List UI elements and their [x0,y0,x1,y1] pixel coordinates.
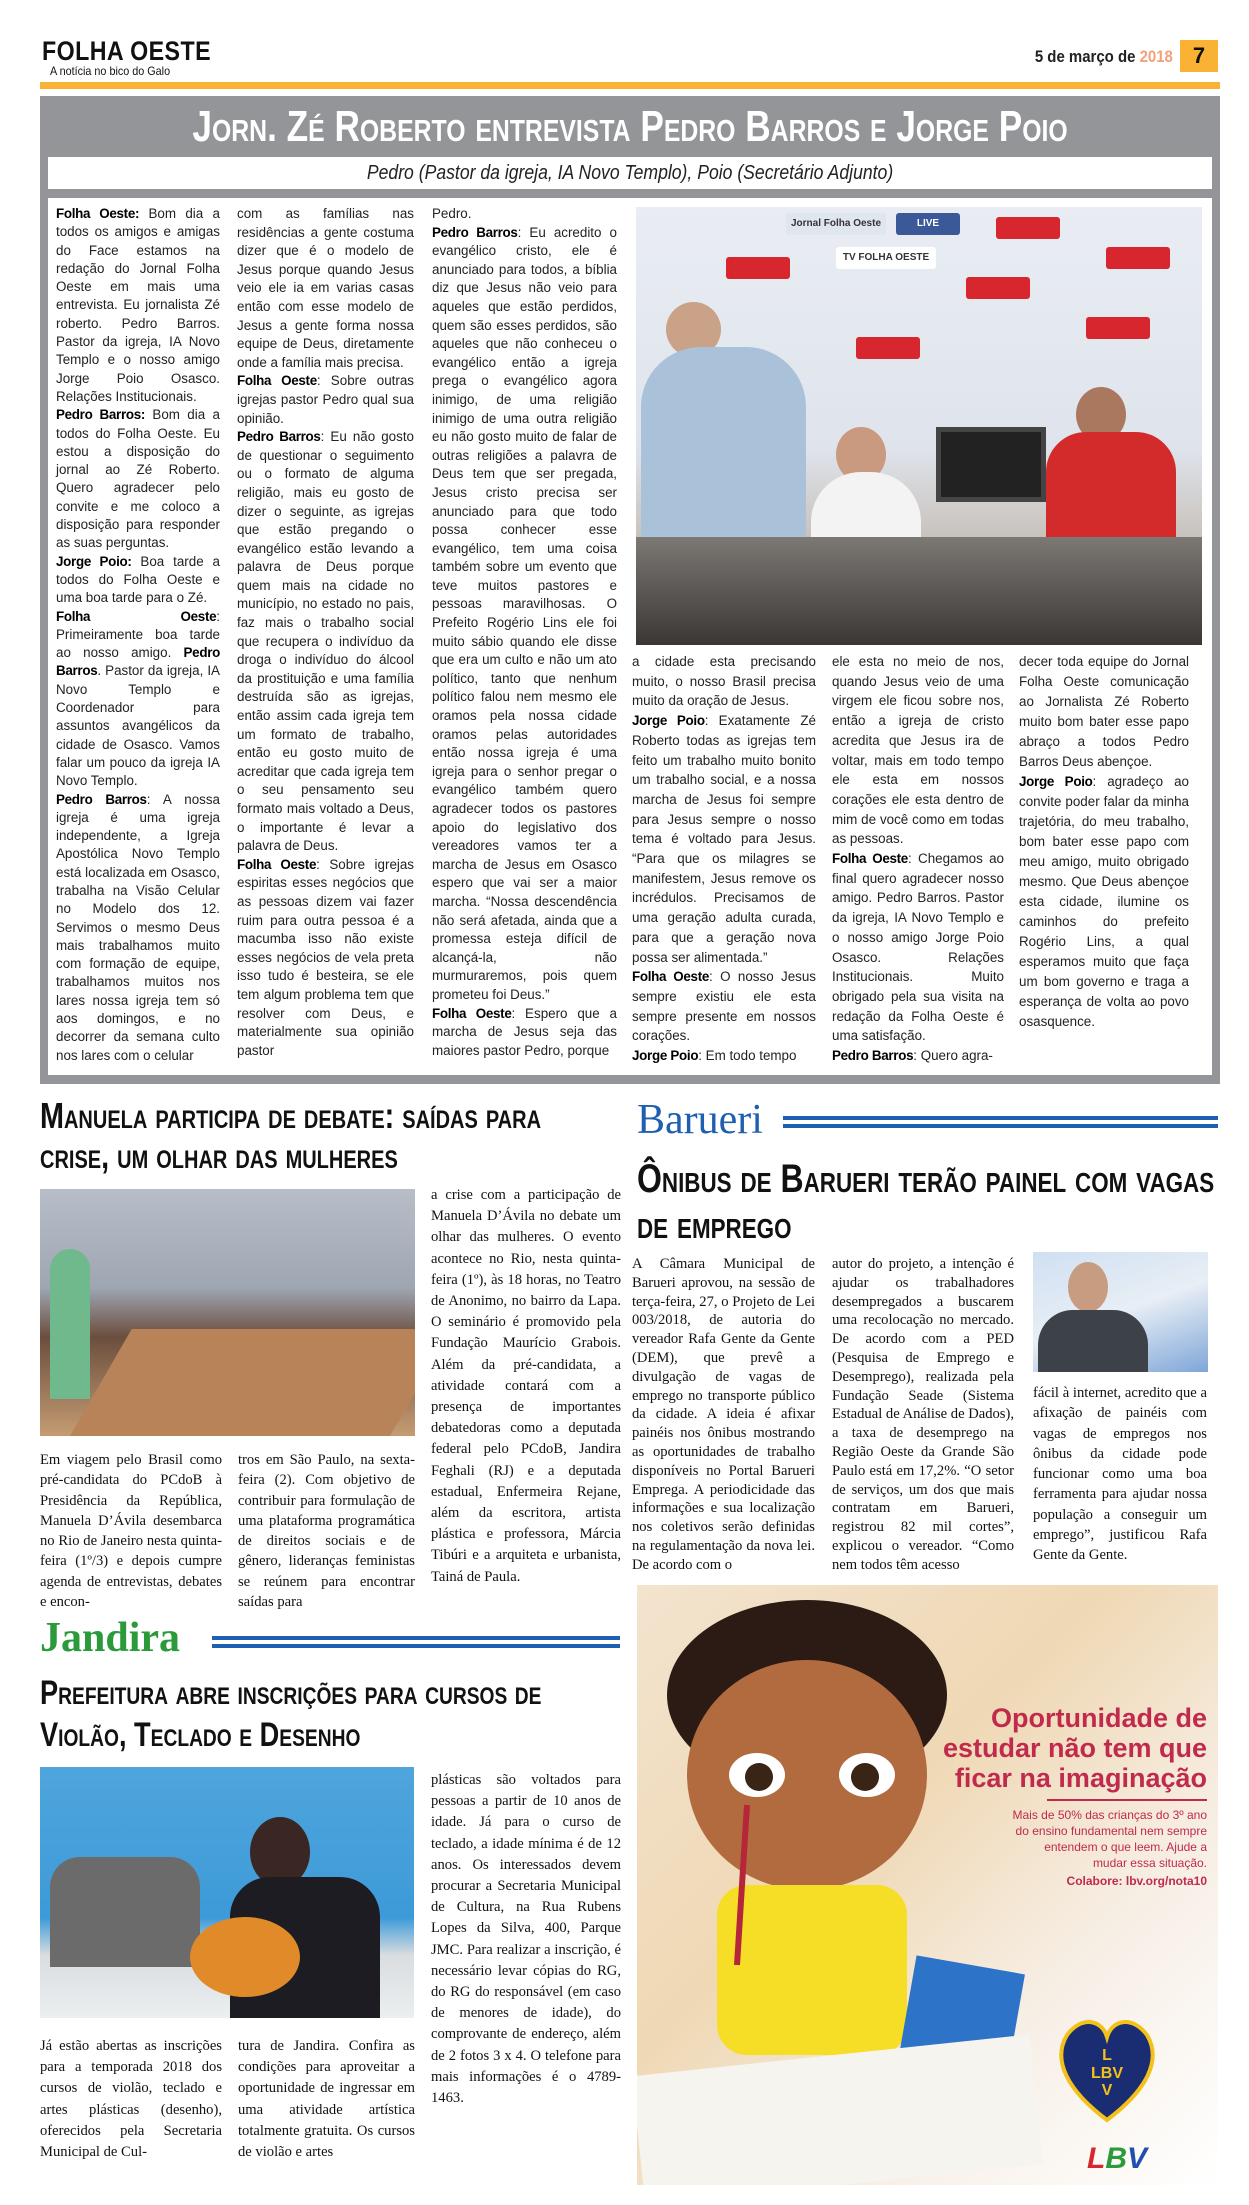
interview-paragraph [432,224,617,1005]
barueri-column-1: A Câmara Municipal de Barueri aprovou, na sessão de terça-feira, 27, o Projeto de Lei 003/2018, de autoria do vereador Rafa Gente da Gente (DEM), que prevê a divulgação de vagas de emprego no transporte público da cidade. A ideia é afixar painéis nos ônibus mostrando as oportunidades de trabalho disponíveis no Portal Barueri Emprega. A periodicidade das informações e sua localização nos coletivos serão definidas na regulamentação da nova lei. De acordo com o [632,1256,815,1573]
speaker-label: Folha Oeste [237,856,317,872]
speaker-label: Jorge Poio [632,1048,699,1064]
ad-cta: Colabore: lbv.org/nota10 [1066,1874,1207,1888]
page-number: 7 [1180,40,1218,72]
barueri-column-2: autor do projeto, a intenção é ajudar os trabalhadores desempregados a buscarem uma recolocação no mercado. De acordo com a PED (Pesquisa de Emprego e Desemprego), realizada pela Fundação Seade (Sistema Estadual de Análise de Dados), a taxa de desemprego na Região Oeste da Grande São Paulo está em 17,2%. “O setor de serviços, um dos que mais contratam em Barueri, registrou 82 mil cortes”, explicou o vereador. “Como nem todos têm acesso [832,1256,1014,1573]
banner-logo: Jornal Folha Oeste [786,213,886,235]
interview-paragraph [56,791,220,1065]
live-badge: LIVE [896,213,960,235]
lbv-logo-l: L [1087,2142,1106,2175]
paragraph-text: Bom dia a todos do Folha Oeste. Eu estou a disposição do jornal ao Zé Roberto. Quero agradecer pelo convite e me coloco a disposição para responder as suas perguntas. [56,407,220,551]
manuela-column-1: Em viagem pelo Brasil como pré-candidata do PCdoB à Presidência da República, Manuela D’Ávila desembarca no Rio de Janeiro nesta quinta-feira (1º/3) e depois cumpre agenda de entrevistas, debates e encon- [40,1452,222,1611]
paragraph-text: : Quero agra- [913,1048,993,1064]
paragraph-text: : agradeço ao convite poder falar da minha trajetória, do meu trabalho, bom bater esse papo com meu amigo, muito obrigado mesmo. Que Deus abençoe esta cidade, ilumine os caminhos do prefeito Rogério Lins, a qual esperamos muito que faça um bom governo e traga a esperança de volta ao povo osasquence. [1019,774,1189,1029]
interview-paragraph [1019,772,1189,1032]
manuela-column-3: a crise com a participação de Manuela D’Ávila no debate um olhar das mulheres. O evento acontece no Rio, nesta quinta-feira (1º), às 18 horas, no Teatro de Anonimo, no bairro da Lapa. O seminário é promovido pela Fundação Maurício Grabois. Além da pré-candidata, a atividade contará com a presença de importantes debatedoras como a deputada federal pelo PCdoB, Jandira Feghali (RJ) e a deputada estadual, Enfermeira Rejane, além da escritora, artista plástica e professora, Márcia Tibúri e a arquiteta e urbanista, Tainá de Paula. [431,1187,621,1585]
live-badge-4 [1106,247,1170,269]
interview-paragraph [832,1046,1004,1066]
lbv-seal-icon [1061,2022,1152,2120]
section-rule [783,1116,1218,1128]
interview-column [56,205,220,1065]
speaker-label: Pedro Barros [432,224,518,240]
ad-divider [1047,1799,1207,1801]
barueri-headline: Ônibus de Barueri terão painel com vagas de emprego [637,1157,1215,1247]
section-label-barueri: Barueri [637,1097,763,1143]
lbv-logo-b: B [1105,2142,1127,2175]
paragraph-text: : Espero que a marcha de Jesus seja das maiores pastor Pedro, porque [432,1005,617,1058]
jandira-column-3: plásticas são voltados para pessoas a partir de 10 anos de idade. Já para o curso de teclado, a idade mínima é de 12 anos. Os interessados devem procurar a Secretaria Municipal de Cultura, na Rua Rubens Lopes da Silva, 400, Parque JMC. Para realizar a inscrição, é necessário levar cópias do RG, do RG do responsável (em caso de menores de idade), do comprovante de endereço, além de 2 fotos 3 x 4. O telefone para mais informações é o 4789-1463. [431,1772,621,2107]
speaker-label: Pedro Barros [56,645,220,679]
interview-column [1019,652,1189,1032]
newspaper-logo: FOLHA OESTE [42,36,212,66]
interview-paragraph [1019,652,1189,772]
interview-paragraph [56,608,220,791]
interview-paragraph [237,856,414,1061]
jandira-photo [40,1767,414,2018]
interview-subtitle-text: Pedro (Pastor da igreja, IA Novo Templo), Poio (Secretário Adjunto) [366,162,894,184]
live-badge-7 [1086,317,1150,339]
paragraph-text: com as famílias nas residências a gente costuma dizer que é o modelo de Jesus porque quando Jesus veio ele ia em varias casas então com esse modelo de Jesus a gente forma nossa equipe de Deus, diretamente onde a família mais precisa. [237,206,414,370]
paragraph-text: Boa tarde a todos do Folha Oeste e uma boa tarde para o Zé. [56,553,220,606]
students-group [50,1857,200,1967]
studio-floor [636,537,1202,645]
live-badge-2 [996,217,1060,239]
header-divider [40,82,1220,89]
live-badge-5 [726,257,790,279]
manuela-headline: Manuela participa de debate: saídas para crise, um olhar das mulheres [40,1095,542,1176]
svg-text:V: V [1101,2082,1113,2099]
interview-paragraph [237,428,414,856]
interview-paragraph [832,849,1004,1046]
paragraph-text: : O nosso Jesus sempre existiu ele esta sempre presente em nossos corações. [632,969,817,1044]
speaker-table [68,1329,415,1436]
speaker-label: Jorge Poio [632,713,705,729]
paragraph-text: Pedro. [432,206,472,221]
paragraph-text: : Chegamos ao final quero agradecer nosso amigo. Pedro Barros. Pastor da igreja, IA Novo Templo e o nosso amigo Jorge Poio Osasco. Relações Institucionais. Muito obrigado pela sua visita na redação da Folha Oeste é uma satisfação. [832,851,1005,1044]
interview-paragraph [632,1046,816,1066]
section-rule [212,1636,620,1648]
councilor-head [1068,1262,1108,1312]
interview-paragraph [632,711,816,967]
speaker-label: Pedro Barros [832,1048,914,1064]
paragraph-text: ele esta no meio de nos, quando Jesus veio de uma virgem ele ficou sobre nos, então a igreja de cristo acredita que Jesus ira de voltar, mais em todo tempo ele esta em nossos corações ele esta dentro de mim de você como em todas as pessoas. [832,654,1004,847]
paragraph-text: : Eu não gosto de questionar o seguimento ou o formato de alguma religião, mais eu gosto de dizer o seguinte, as igrejas que estão pregando o evangélico estão levando a palavra de Deus porque quem mais na cidade no município, no estado no pais, faz mais o trabalho social que recupera o indivíduo da droga o indivíduo do álcool da prostituição e uma família destruída são as igrejas, então assim cada igreja tem um formato de trabalho, então eu gosto muito de acreditar que cada igreja tem o seu pensamento seu formato mais voltado a Deus, o importante é levar a palavra de Deus. [237,429,414,854]
section-label-jandira: Jandira [40,1615,181,1661]
interview-paragraph [56,406,220,552]
date-text: 5 de março de [1034,47,1140,66]
paragraph-text: : Exatamente Zé Roberto todas as igrejas tem feito um trabalho muito bonito um trabalho social, e a nossa marcha de Jesus foi sempre para Jesus sempre o nosso tema é voltado para Jesus. “Para que os milagres se manifestem, Jesus remove os incrédulos. Precisamos de uma geração adulta curada, para que a geração nova possa ser alimentada.” [632,713,816,965]
speaker-label: Folha Oeste [237,373,317,389]
interview-title-text: Jorn. Zé Roberto entrevista Pedro Barros e Jorge Poio [192,102,1068,151]
live-badge-3 [966,277,1030,299]
paragraph-text: decer toda equipe do Jornal Folha Oeste comunicação ao Jornalista Zé Roberto muito bom bater esse papo abraço a todos Pedro Barros Deus abençoe. [1019,654,1189,769]
interview-paragraph [237,372,414,428]
interview-paragraph [632,652,816,711]
speaker-label: Folha Oeste [56,608,217,624]
interview-photo [636,207,1202,645]
banner-tv: TV FOLHA OESTE [836,247,936,269]
lbv-advertisement [637,1585,1218,2185]
lbv-logo-v: V [1127,2142,1148,2175]
speaker-label: Jorge Poio: [56,553,132,569]
speaker-label: Folha Oeste [832,851,908,867]
interview-paragraph [632,967,816,1046]
jandira-column-1: Já estão abertas as inscrições para a temporada 2018 dos cursos de violão, teclado e artes plásticas (desenho), oferecidos pela Secretaria Municipal de Cul- [40,2038,222,2161]
guitar [190,1917,300,1997]
jandira-column-2: tura de Jandira. Confira as condições para aproveitar a oportunidade de ingressar em uma atividade artística totalmente gratuita. Os cursos de violão e artes [238,2038,415,2161]
speaker-label: Pedro Barros: [56,407,146,423]
speaker-label: Jorge Poio [1019,774,1093,789]
speaker-label: Folha Oeste: [56,206,140,221]
barueri-column-3: fácil à internet, acredito que a afixação de painéis com vagas de empregos nos ônibus da cidade pode funcionar como uma boa ferramenta para ajudar nossa população a conseguir um emprego”, justificou Rafa Gente da Gente. [1033,1385,1207,1564]
interview-paragraph [237,205,414,372]
paragraph-text: a cidade esta precisando muito, o nosso Brasil precisa muito da oração de Jesus. [632,654,816,709]
paragraph-text: : Eu acredito o evangélico cristo, ele é anunciado para todos, a bíblia diz que Jesus não veio para aqueles que estão perdidos, quem são esses perdidos, são aqueles que não conheceu o evangélico então a igreja prega o evangélico agora inimigo, de uma religião inimigo de uma outra religião eu não gosto muito de falar de outras religiões a palavra de Deus tem que ser pregada, Jesus cristo precisa ser anunciado para que todo possa conhecer esse evangélico, tem uma coisa também sobre um evento que teve muitos pastores e pessoas maravilhosas. O Prefeito Rogério Lins ele foi muito sábio quando ele disse que era um culto e não um ato político, tanto que nenhum político falou nem mesmo ele oramos pela nossa cidade oramos pelas autoridades então nossa igreja é uma igreja para o senhor pregar o evangélico também quero agradecer todos os pastores apoio do legislativo dos vereadores vamos ter a marcha de Jesus em Osasco espero que vai ser a maior marcha. “Nossa descendência não será afetada, ainda que a promessa esteja difícil de alcançá-la, não murmuraremos, pois quem prometeu foi Deus.” [432,224,617,1002]
manuela-photo [40,1189,415,1436]
interview-paragraph [56,205,220,406]
speaker-label: Folha Oeste [632,969,710,985]
paragraph-text: Bom dia a todos os amigos e amigas do Face estamos na redação do Jornal Folha Oeste em mais uma entrevista. Eu jornalista Zé roberto. Pedro Barros. Pastor da igreja, IA Novo Templo e o nosso amigo Jorge Poio Osasco. Relações Institucionais. [56,206,220,404]
interview-headline [40,100,1220,154]
lbv-logo [1087,2143,1147,2175]
paragraph-text: : Primeiramente boa tarde ao nosso amigo. [56,608,220,661]
date-year: 2018 [1139,47,1173,66]
speaker-label: Pedro Barros [56,791,147,807]
barueri-photo [1033,1252,1208,1372]
speaker-label: Folha Oeste [432,1005,512,1021]
manuela-column-2: tros em São Paulo, na sexta-feira (2). Com objetivo de contribuir para formulação de uma plataforma programática de direitos sociais e de gênero, lideranças feministas se reúnem para encontrar saídas para [238,1452,415,1611]
interview-column [832,652,1004,1066]
paragraph-text: : Em todo tempo [698,1048,797,1064]
svg-text:LBV: LBV [1091,2065,1123,2082]
jandira-headline: Prefeitura abre inscrições para cursos de Violão, Teclado e Desenho [40,1674,542,1754]
interview-paragraph [832,652,1004,849]
child-shirt [717,1885,907,2055]
issue-date [1035,47,1173,67]
paragraph-text: : A nossa igreja é uma igreja independente, a Igreja Apostólica Novo Templo está localizada em Osasco, trabalha na Visão Celular no Modelo dos 12. Servimos o mesmo Deus mais trabalhamos muito com formação de equipe, trabalhamos muitos nos lares nossa igreja tem só aos domingos, e no decorrer da semana culto nos lares com o celular [56,791,220,1063]
interview-column [632,652,816,1066]
live-badge-6 [856,337,920,359]
interview-column [432,205,617,1060]
interview-subtitle [48,157,1212,189]
newspaper-tagline: A notícia no bico do Galo [50,64,171,78]
councilor-suit [1038,1310,1148,1372]
paragraph-text: . Pastor da igreja, IA Novo Templo e Coordenador para assuntos avangélicos da cidade de Osasco. Vamos falar um pouco da igreja IA Novo Templo. [56,663,220,789]
interview-paragraph [432,1005,617,1061]
laptop [936,427,1046,502]
svg-text:L: L [1102,2047,1112,2064]
ad-copy [937,1703,1207,1889]
interview-paragraph [56,553,220,608]
interview-paragraph [432,205,617,224]
interview-column [237,205,414,1060]
speaker-figure [50,1249,90,1399]
ad-headline: Oportunidade de estudar não tem que ficar na imaginação [942,1703,1207,1793]
ad-body: Mais de 50% das crianças do 3º ano do ensino fundamental nem sempre entendem o que leem. Ajude a mudar essa situação. [1012,1808,1207,1870]
paragraph-text: : Sobre outras igrejas pastor Pedro qual sua opinião. [237,373,414,426]
paragraph-text: : Sobre igrejas espiritas esses negócios que as pessoas dizem vai fazer ruim para outra pessoa é a macumba isso não existe esses negócios de vela preta isso tudo é besteira, se ele tem algum problema tem que resolver com Deus, e materialmente sua opinião pastor [237,856,415,1058]
speaker-label: Pedro Barros [237,429,321,445]
